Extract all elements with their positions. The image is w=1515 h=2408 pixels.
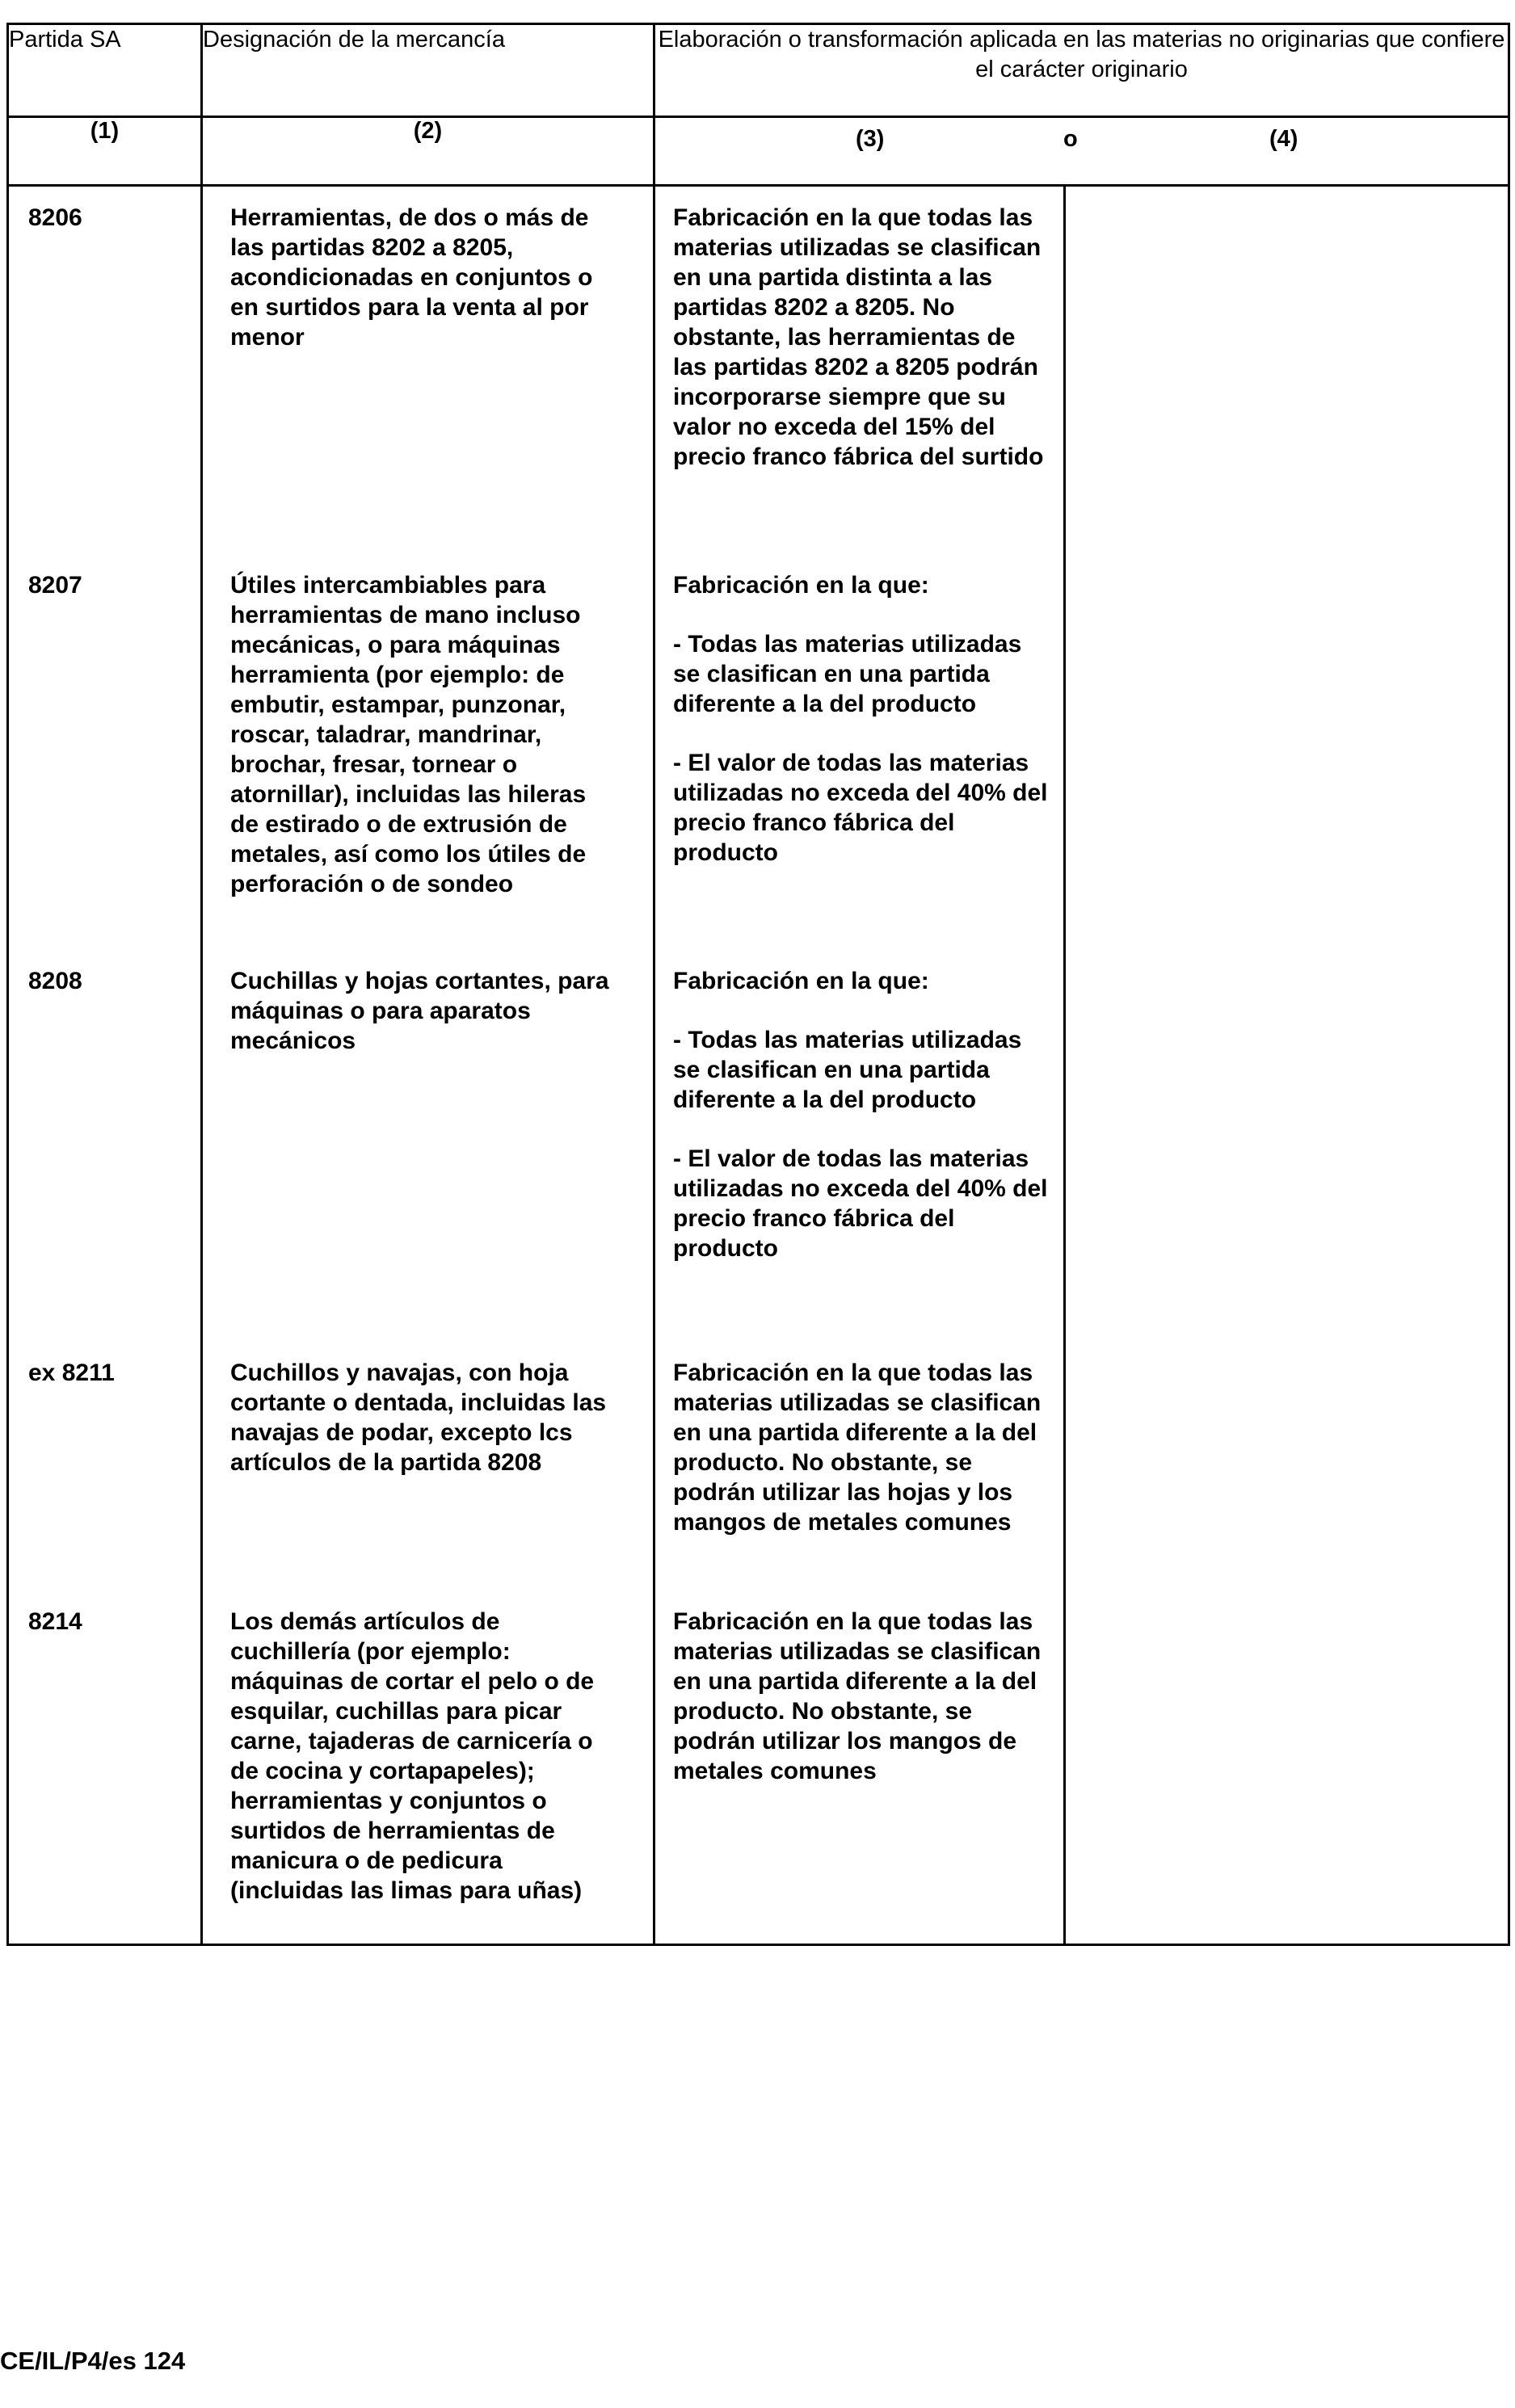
- hs-code-column: [8, 186, 202, 1945]
- product-description: Herramientas, de dos o más de las partidas 8202 a 8205, acondicionadas en conjuntos o en surtidos para la venta al por menor: [230, 204, 593, 351]
- product-description: Los demás artículos de cuchillería (por ejemplo: máquinas de cortar el pelo o de esquilar, cuchillas para picar carne, tajaderas de carnicería o de cocina y cortapapeles); herramientas y conjuntos o surtidos de herramientas de manicura o de pedicura (incluidas las limas para uñas): [230, 1608, 595, 1904]
- column-number-2: (2): [202, 117, 654, 186]
- column-number-3: (3): [856, 126, 885, 152]
- rule-paragraph: Fabricación en la que:: [673, 572, 929, 599]
- header-working-processing: Elaboración o transformación aplicada en las materias no originarias que confiere el carácter originario: [654, 24, 1509, 117]
- working-rule: [673, 570, 1053, 868]
- hs-code: 8206: [28, 204, 82, 231]
- rule-paragraph: - Todas las materias utilizadas se clasifican en una partida diferente a la del producto: [673, 631, 1022, 717]
- working-rule: [673, 1358, 1053, 1537]
- rule-column: [654, 186, 1065, 1945]
- product-description: Cuchillos y navajas, con hoja cortante o dentada, incluidas las navajas de podar, excepto lcs artículos de la partida 8208: [230, 1359, 607, 1476]
- column-number-1: (1): [8, 117, 202, 186]
- hs-code: 8208: [28, 968, 82, 994]
- column-number-3-4: [654, 117, 1509, 186]
- rule-paragraph: Fabricación en la que todas las materias utilizadas se clasifican en una partida distinta a las partidas 8202 a 8205. No obstante, las herramientas de las partidas 8202 a 8205 podrán incorporarse siempre que su valor no exceda del 15% del precio franco fábrica del surtido: [673, 204, 1044, 470]
- rule-paragraph: Fabricación en la que todas las materias utilizadas se clasifican en una partida diferente a la del producto. No obstante, se podrán utilizar las hojas y los mangos de metales comunes: [673, 1359, 1042, 1536]
- column-number-4: (4): [1269, 126, 1298, 152]
- rule-paragraph: Fabricación en la que:: [673, 968, 929, 994]
- working-rule: [673, 966, 1053, 1263]
- description-column: [202, 186, 654, 1945]
- hs-code: 8207: [28, 572, 82, 599]
- rule-paragraph: - Todas las materias utilizadas se clasifican en una partida diferente a la del producto: [673, 1027, 1022, 1113]
- product-description: Cuchillas y hojas cortantes, para máquinas o para aparatos mecánicos: [230, 968, 609, 1054]
- table-body: [8, 186, 1509, 1945]
- header-hs-heading: Partida SA: [8, 24, 202, 117]
- rule-paragraph: Fabricación en la que todas las materias utilizadas se clasifican en una partida diferente a la del producto. No obstante, se podrán utilizar los mangos de metales comunes: [673, 1608, 1042, 1784]
- working-rule: [673, 1607, 1053, 1786]
- hs-code: 8214: [28, 1608, 82, 1635]
- column-number-row: [8, 117, 1509, 186]
- hs-code: ex 8211: [28, 1359, 115, 1386]
- rule-paragraph: - El valor de todas las materias utilizadas no exceda del 40% del precio franco fábrica del producto: [673, 1145, 1048, 1262]
- rules-of-origin-table: [6, 23, 1510, 1946]
- table-header-row: [8, 24, 1509, 117]
- alternative-rule-column: [1065, 186, 1509, 1945]
- document-reference: CE/IL/P4/es 124: [0, 2347, 186, 2375]
- working-rule: [673, 203, 1053, 472]
- rule-paragraph: - El valor de todas las materias utilizadas no exceda del 40% del precio franco fábrica del producto: [673, 750, 1048, 866]
- product-description: Útiles intercambiables para herramientas de mano incluso mecánicas, o para máquinas herramienta (por ejemplo: de embutir, estampar, punzonar, roscar, taladrar, mandrinar, brochar, fresar, tornear o atornillar), incluidas las hileras de estirado o de extrusión de metales, así como los útiles de perforación o de sondeo: [230, 572, 587, 897]
- header-product-description: Designación de la mercancía: [202, 24, 654, 117]
- column-or-label: o: [1063, 126, 1078, 152]
